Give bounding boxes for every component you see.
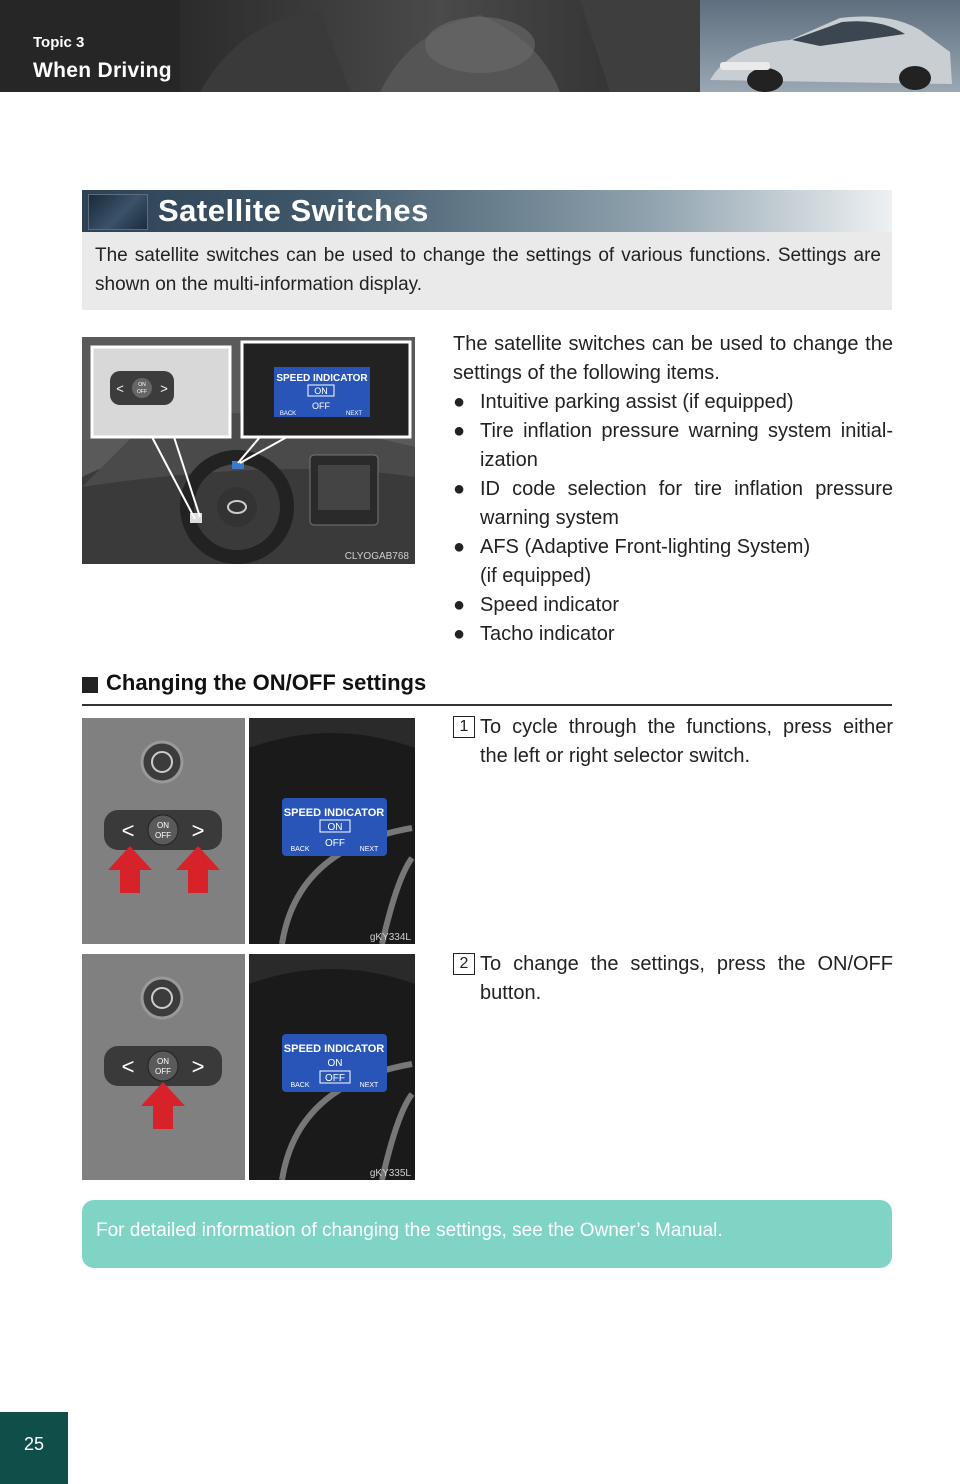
step1-display-off: OFF xyxy=(325,838,345,849)
bullet-icon: ● xyxy=(453,391,466,413)
step2-display-title: SPEED INDICATOR xyxy=(283,1043,385,1055)
step1-display-back: BACK xyxy=(290,846,310,853)
subheading xyxy=(82,670,892,706)
svg-text:>: > xyxy=(191,818,205,843)
topic-number: Topic 3 xyxy=(33,34,85,51)
dashboard-photo xyxy=(82,337,415,564)
page-number-tab xyxy=(0,1412,68,1484)
list-item: ● AFS (Adaptive Front-lighting System) (if equipped) xyxy=(453,533,893,591)
list-item: ● Speed indicator xyxy=(453,591,893,620)
list-item: ● Tire inflation pressure warning system initial-ization xyxy=(453,417,893,475)
bullet-icon: ● xyxy=(453,420,466,442)
step1-display-title: SPEED INDICATOR xyxy=(283,807,385,819)
switch-on-label: ON xyxy=(138,382,146,388)
svg-text:>: > xyxy=(191,1054,205,1079)
step1-photo xyxy=(82,718,415,944)
list-item: ● Tacho indicator xyxy=(453,620,893,649)
step-text: To cycle through the functions, press either the left or right selector switch. xyxy=(480,716,893,767)
note-box xyxy=(82,1200,892,1268)
step1-switch-on: ON xyxy=(157,821,169,830)
step2-display-next: NEXT xyxy=(359,1082,379,1089)
main-display-off: OFF xyxy=(312,401,330,411)
header-banner xyxy=(0,0,960,92)
step-number: 1 xyxy=(453,716,475,738)
bullet-icon: ● xyxy=(453,478,466,500)
step-1 xyxy=(453,713,893,771)
step1-switch-off: OFF xyxy=(155,831,171,840)
header-car-image xyxy=(180,0,960,92)
page-number: 25 xyxy=(23,1434,45,1454)
subheading-text: Changing the ON/OFF settings xyxy=(106,670,427,695)
step2-switch-off: OFF xyxy=(155,1067,171,1076)
section-title: Satellite Switches xyxy=(158,193,429,228)
step2-display-off: OFF xyxy=(325,1073,345,1084)
body-text xyxy=(453,330,893,649)
intro-box xyxy=(82,232,892,310)
step2-display-on: ON xyxy=(327,1058,343,1069)
svg-text:<: < xyxy=(116,381,124,396)
bullet-icon: ● xyxy=(453,536,466,558)
step2-photo-code: gKY335L xyxy=(369,1168,411,1179)
step1-display-next: NEXT xyxy=(359,846,379,853)
body-lead: The satellite switches can be used to change the settings of the following items. xyxy=(453,333,893,384)
step-2 xyxy=(453,950,893,1008)
main-display-next: NEXT xyxy=(345,411,363,417)
note-text: For detailed information of changing the settings, see the Owner’s Manual. xyxy=(96,1220,723,1241)
intro-text: The satellite switches can be used to change the settings of various functions. Settings are shown on the multi-information display. xyxy=(95,245,881,295)
svg-text:<: < xyxy=(121,818,135,843)
topic-title: When Driving xyxy=(33,59,172,82)
step1-display-on: ON xyxy=(327,822,343,833)
svg-text:<: < xyxy=(121,1054,135,1079)
step1-photo-code: gKY334L xyxy=(369,932,411,943)
step2-photo xyxy=(82,954,415,1180)
main-photo-code: CLYOGAB768 xyxy=(344,551,409,562)
step2-display-back: BACK xyxy=(290,1082,310,1089)
main-display-on: ON xyxy=(314,386,328,396)
step-number: 2 xyxy=(453,953,475,975)
bullet-icon: ● xyxy=(453,594,466,616)
section-title-bar xyxy=(82,190,892,232)
list-item: ● ID code selection for tire inflation pressure warning system xyxy=(453,475,893,533)
svg-text:>: > xyxy=(160,381,168,396)
step2-switch-on: ON xyxy=(157,1057,169,1066)
main-display-title: SPEED INDICATOR xyxy=(276,373,368,384)
main-display-back: BACK xyxy=(279,411,297,417)
feature-list xyxy=(453,388,893,649)
list-item: ● Intuitive parking assist (if equipped) xyxy=(453,388,893,417)
step-text: To change the settings, press the ON/OFF button. xyxy=(480,953,893,1004)
switch-off-label: OFF xyxy=(137,389,147,395)
bullet-icon: ● xyxy=(453,623,466,645)
square-bullet-icon xyxy=(82,677,98,693)
section-title-swatch xyxy=(88,194,148,230)
